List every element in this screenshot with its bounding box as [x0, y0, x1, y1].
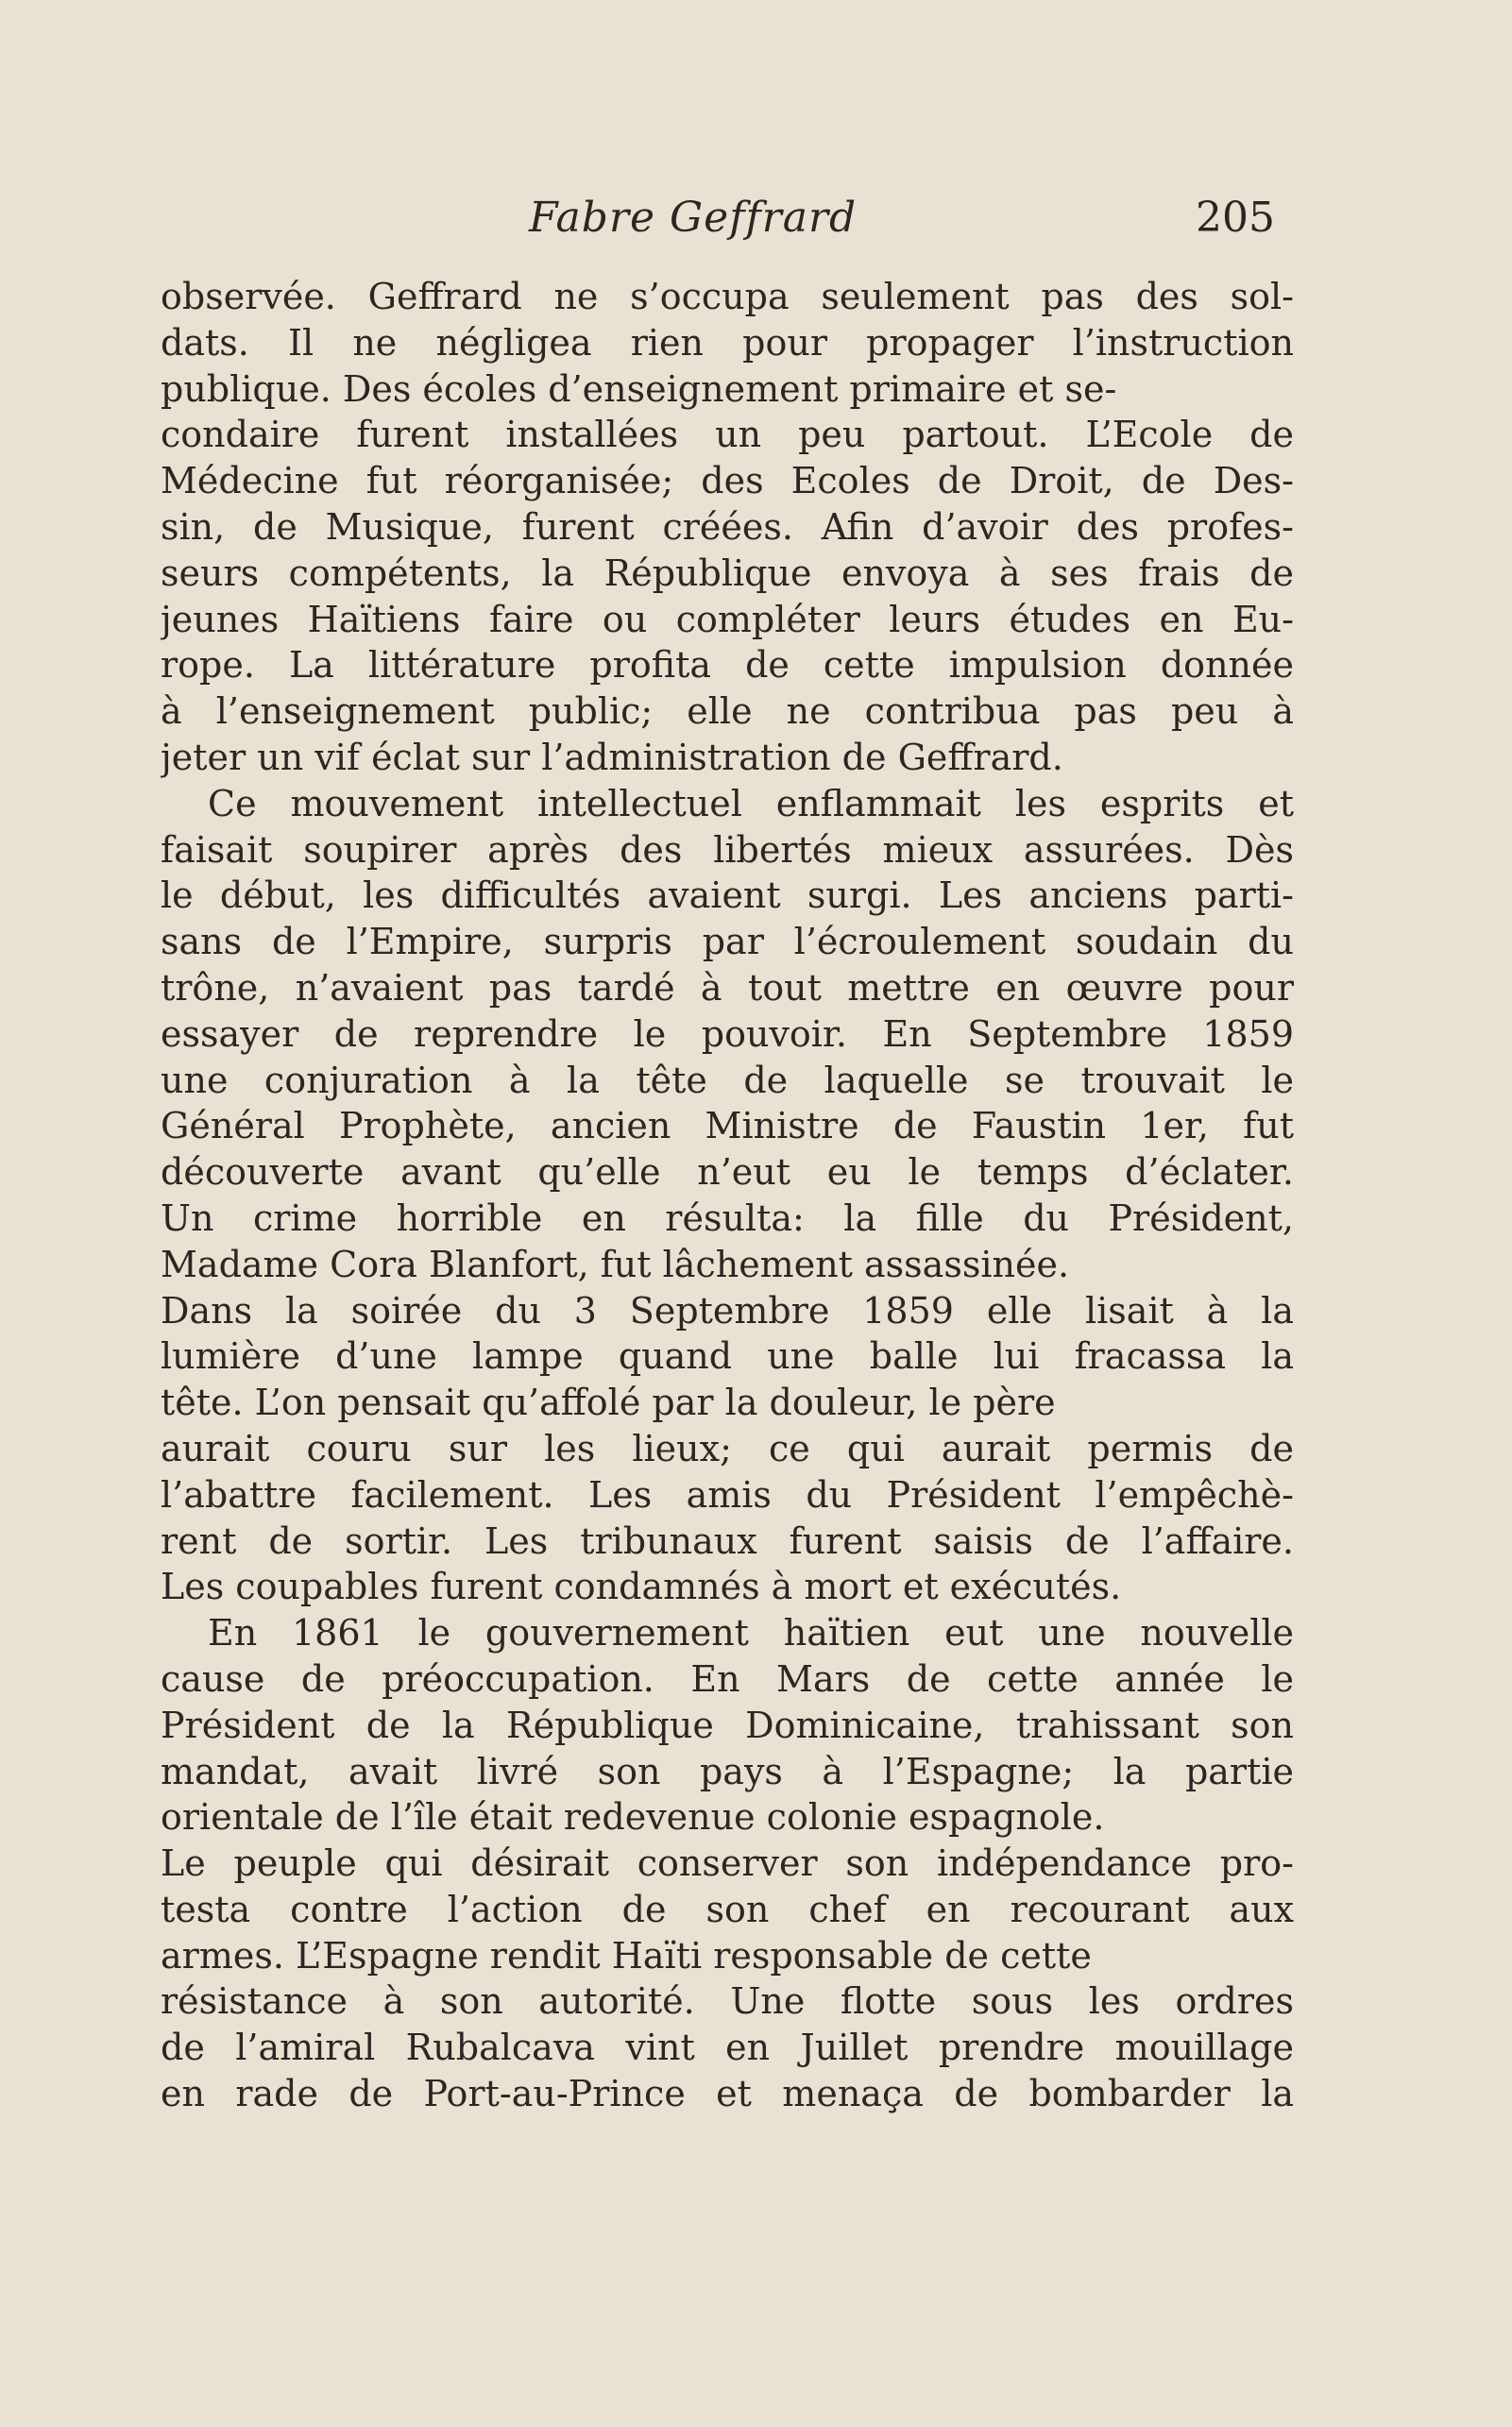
text-line: Général Prophète, ancien Ministre de Faustin 1er, fut	[161, 1105, 1294, 1147]
text-line: jeunes Haïtiens faire ou compléter leurs études en Eu-	[161, 598, 1294, 640]
text-line: rent de sortir. Les tribunaux furent saisis de l’affaire.	[161, 1519, 1294, 1562]
text-line: découverte avant qu’elle n’eut eu le temps d’éclater.	[161, 1151, 1294, 1194]
text-line: publique. Des écoles d’enseignement primaire et se-	[161, 367, 1117, 410]
text-line: tête. L’on pensait qu’affolé par la douleur, le père	[161, 1382, 1056, 1424]
text-line: l’abattre facilement. Les amis du Président l’empêchè-	[161, 1473, 1294, 1516]
running-title: Fabre Geffrard	[529, 194, 858, 242]
text-line: armes. L’Espagne rendit Haïti responsable de cette	[161, 1934, 1092, 1977]
text-line: cause de préoccupation. En Mars de cette année le	[161, 1657, 1294, 1700]
text-line: sans de l’Empire, surpris par l’écroulement soudain du	[161, 921, 1294, 963]
text-line: Ce mouvement intellectuel enflammait les esprits et	[208, 782, 1294, 824]
text-line: orientale de l’île était redevenue colonie espagnole.	[161, 1796, 1105, 1839]
text-line: jeter un vif éclat sur l’administration de Geffrard.	[161, 736, 1063, 778]
text-line: essayer de reprendre le pouvoir. En Septembre 1859	[161, 1012, 1294, 1055]
text-line: le début, les difficultés avaient surgi. Les anciens parti-	[161, 874, 1294, 917]
text-line: En 1861 le gouvernement haïtien eut une nouvelle	[208, 1612, 1294, 1655]
text-line: aurait couru sur les lieux; ce qui aurait permis de	[161, 1427, 1294, 1469]
text-line: à l’enseignement public; elle ne contribua pas peu à	[161, 690, 1294, 733]
text-line: testa contre l’action de son chef en recourant aux	[161, 1888, 1294, 1930]
text-line: Dans la soirée du 3 Septembre 1859 elle lisait à la	[161, 1289, 1294, 1332]
text-line: mandat, avait livré son pays à l’Espagne; la partie	[161, 1750, 1294, 1792]
body-text	[161, 274, 1294, 2117]
text-line: lumière d’une lampe quand une balle lui fracassa la	[161, 1335, 1294, 1378]
text-line: sin, de Musique, furent créées. Afin d’avoir des profes-	[161, 505, 1294, 548]
text-line: dats. Il ne négligea rien pour propager l’instruction	[161, 321, 1294, 364]
text-line: Un crime horrible en résulta: la fille du Président,	[161, 1197, 1294, 1239]
text-line: résistance à son autorité. Une flotte sous les ordres	[161, 1980, 1294, 2023]
text-line: observée. Geffrard ne s’occupa seulement pas des sol-	[161, 276, 1294, 317]
text-line: de l’amiral Rubalcava vint en Juillet prendre mouillage	[161, 2027, 1294, 2069]
text-line: rope. La littérature profita de cette impulsion donnée	[161, 644, 1294, 687]
text-line: condaire furent installées un peu partout. L’Ecole de	[161, 414, 1294, 456]
text-line: une conjuration à la tête de laquelle se trouvait le	[161, 1059, 1294, 1101]
text-line: Le peuple qui désirait conserver son indépendance pro-	[161, 1842, 1294, 1885]
text-line: en rade de Port-au-Prince et menaça de bombarder la	[161, 2073, 1294, 2115]
text-line: faisait soupirer après des libertés mieux assurées. Dès	[161, 828, 1294, 871]
text-line: trône, n’avaient pas tardé à tout mettre en œuvre pour	[161, 966, 1294, 1009]
text-line: seurs compétents, la République envoya à ses frais de	[161, 552, 1294, 594]
text-line: Madame Cora Blanfort, fut lâchement assassinée.	[161, 1243, 1070, 1285]
page-number: 205	[1196, 194, 1275, 242]
text-line: Les coupables furent condamnés à mort et exécutés.	[161, 1566, 1122, 1608]
page-header	[161, 194, 1275, 250]
text-line: Médecine fut réorganisée; des Ecoles de Droit, de Des-	[161, 460, 1294, 502]
text-line: Président de la République Dominicaine, trahissant son	[161, 1704, 1294, 1746]
